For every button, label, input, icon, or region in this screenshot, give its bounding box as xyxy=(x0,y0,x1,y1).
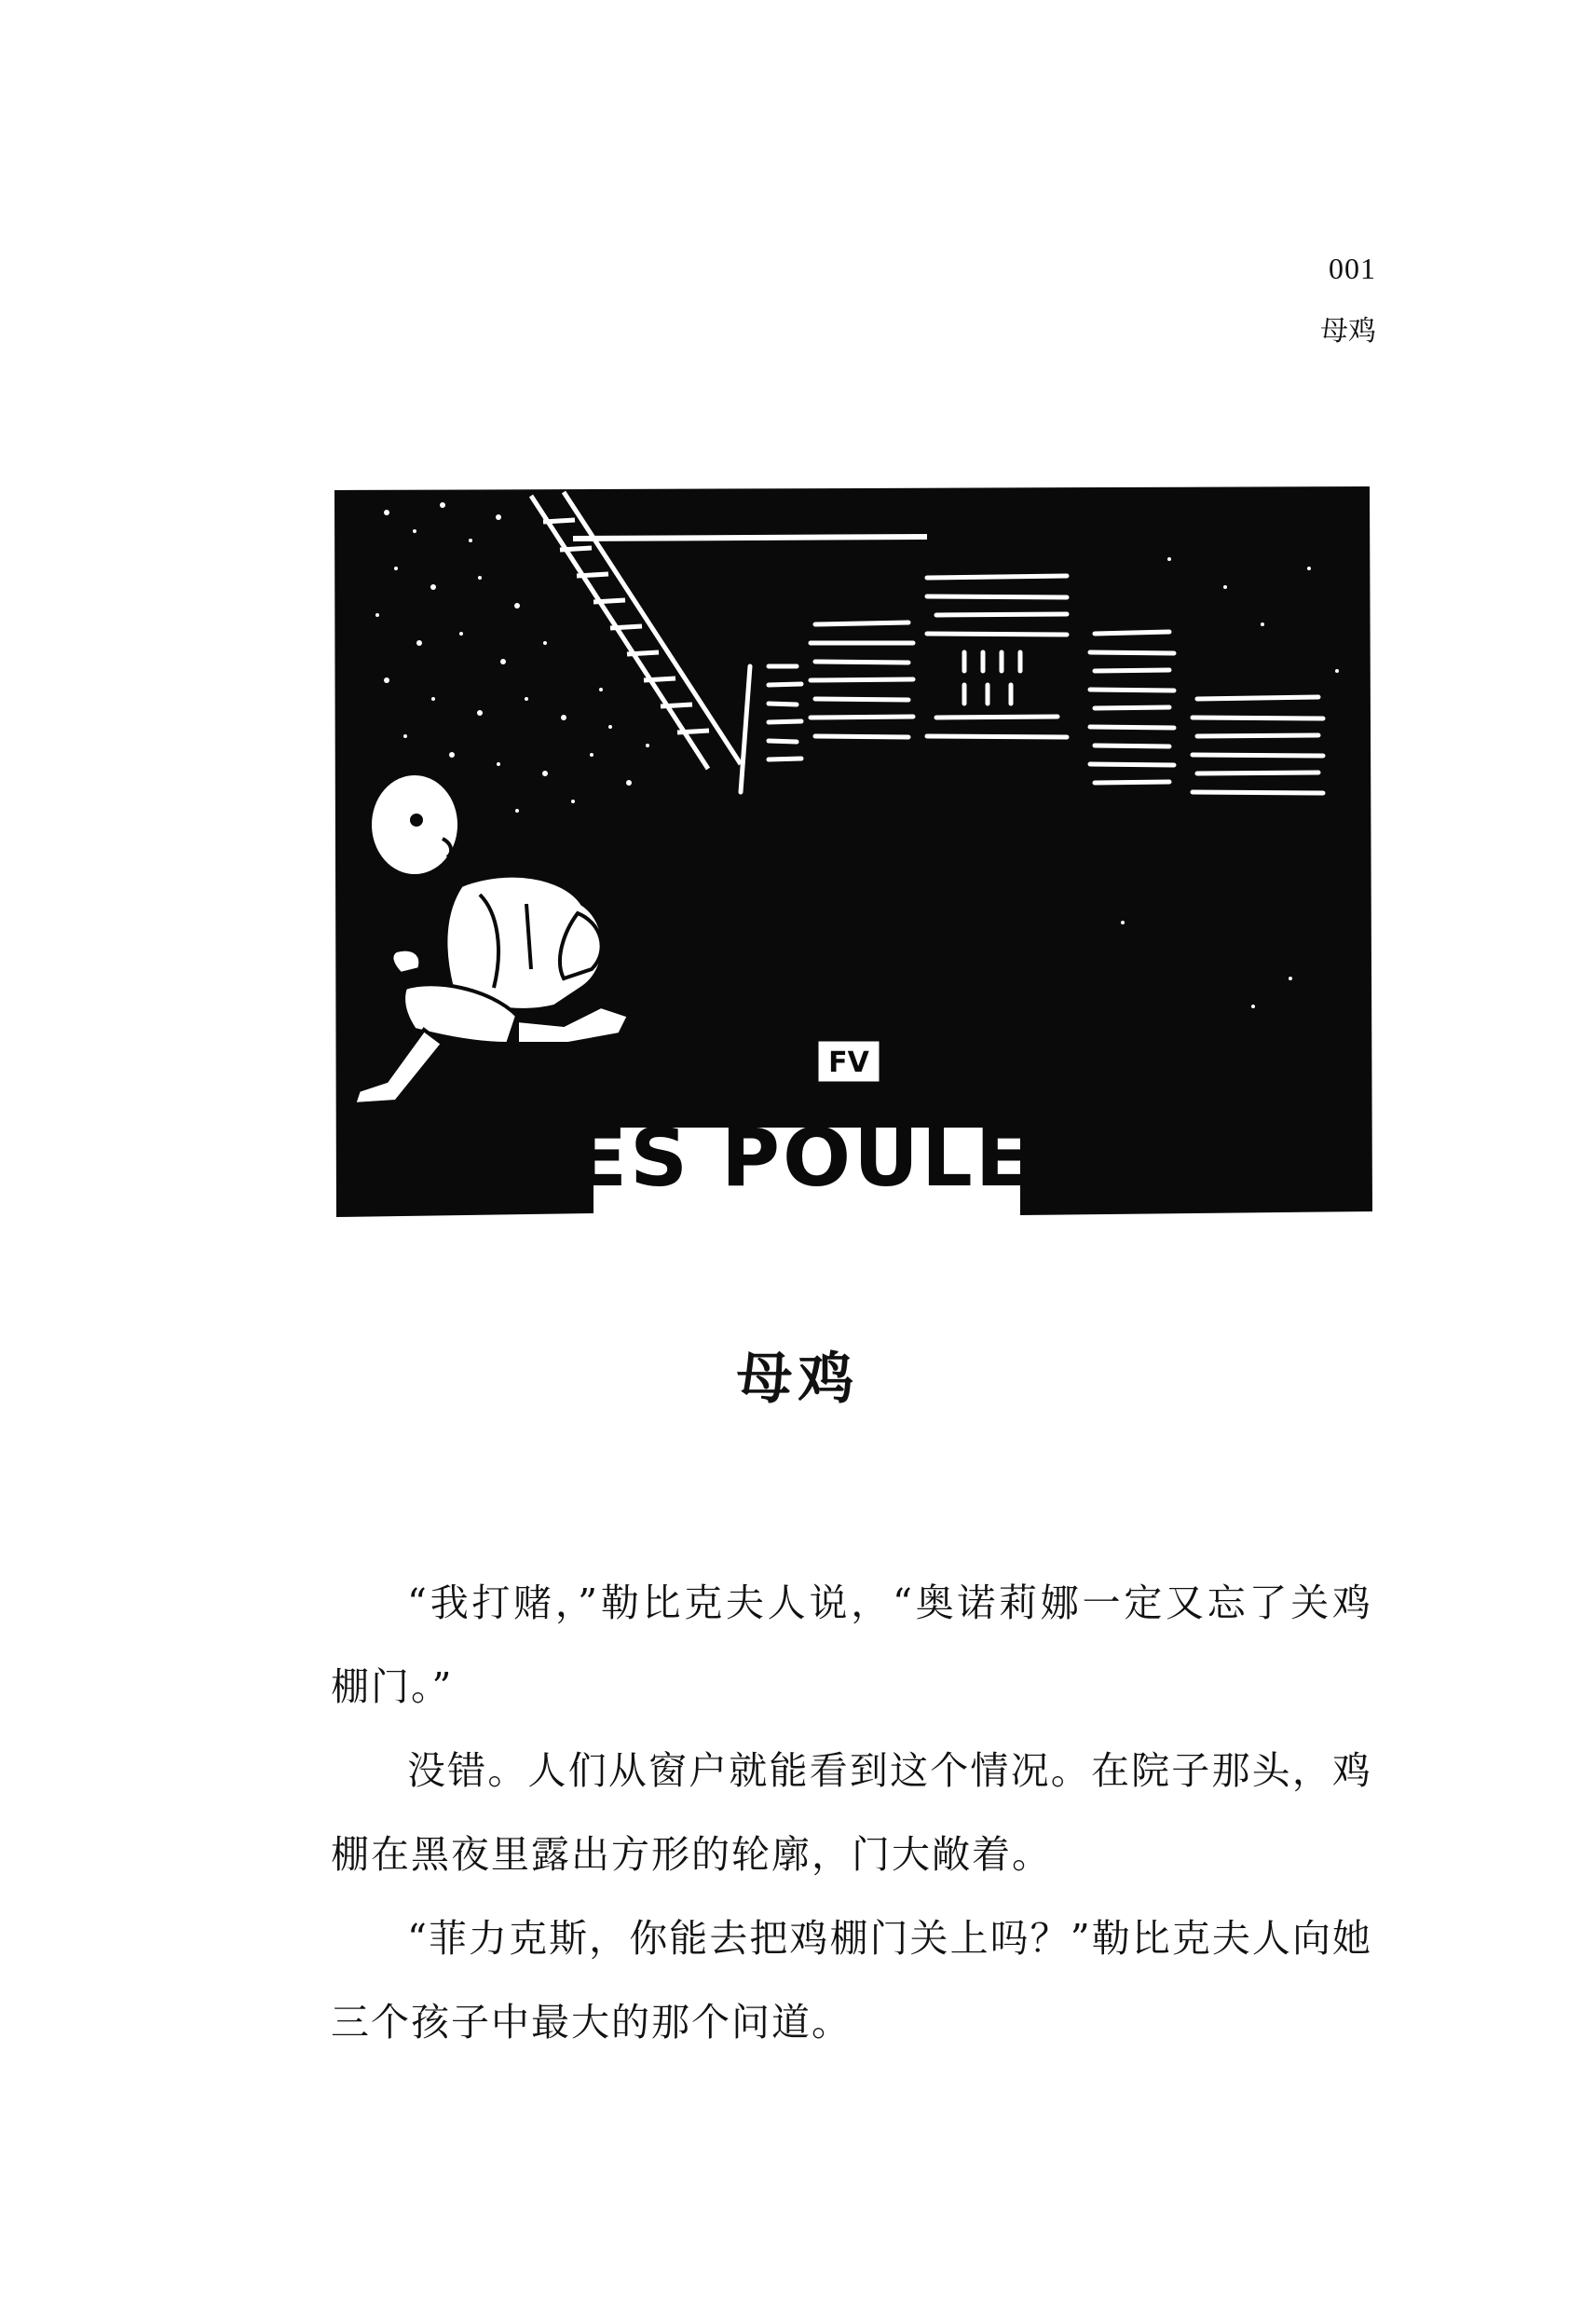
woodcut-illustration xyxy=(331,485,1374,1221)
woodcut-caption: LES POULES xyxy=(518,1112,1094,1205)
paragraph: “菲力克斯，你能去把鸡棚门关上吗？”勒比克夫人向她三个孩子中最大的那个问道。 xyxy=(331,1916,1372,2045)
paragraph: “我打赌，”勒比克夫人说，“奥诺莉娜一定又忘了关鸡棚门。” xyxy=(331,1580,1372,1709)
paragraph: 没错。人们从窗户就能看到这个情况。在院子那头，鸡棚在黑夜里露出方形的轮廓，门大敞着。 xyxy=(331,1748,1372,1877)
page-number: 001 xyxy=(1329,252,1376,285)
woodcut-block xyxy=(334,486,1372,1217)
chapter-title: 母鸡 xyxy=(736,1347,860,1412)
body-text xyxy=(331,1561,1372,2064)
roof-line xyxy=(573,537,927,539)
woodcut-signature: FV xyxy=(828,1047,869,1079)
running-head: 母鸡 xyxy=(1320,315,1376,348)
